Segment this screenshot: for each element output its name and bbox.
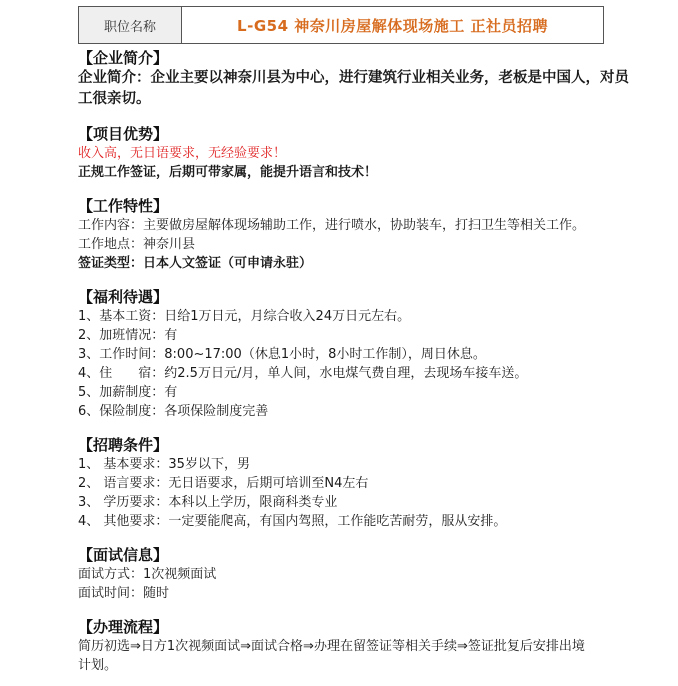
requirement-item: 2、 语言要求：无日语要求，后期可培训至N4左右 <box>78 476 369 491</box>
company-intro-text: 企业简介：企业主要以神奈川县为中心，进行建筑行业相关业务，老板是中国人，对员工很亲切。 <box>78 70 629 107</box>
section-title-requirements: 【招聘条件】 <box>78 436 169 454</box>
requirement-item: 1、 基本要求：35岁以下，男 <box>78 457 250 472</box>
process-steps-end: 计划。 <box>78 658 118 673</box>
welfare-item: 5、加薪制度：有 <box>78 385 178 400</box>
process-steps: 简历初选⇒日方1次视频面试⇒面试合格⇒办理在留签证等相关手续⇒签证批复后安排出境 <box>78 639 585 654</box>
welfare-item: 3、工作时间：8:00~17:00（休息1小时，8小时工作制），周日休息。 <box>78 347 486 362</box>
section-interview <box>78 545 638 603</box>
welfare-item: 1、基本工资：日给1万日元，月综合收入24万日元左右。 <box>78 309 411 324</box>
interview-item-method: 面试方式：1次视频面试 <box>78 567 217 582</box>
feature-item-visa: 签证类型：日本人文签证（可申请永驻） <box>78 256 313 271</box>
section-welfare <box>78 287 638 421</box>
welfare-item: 6、保险制度：各项保险制度完善 <box>78 404 269 419</box>
welfare-item: 4、住 宿：约2.5万日元/月，单人间，水电煤气费自理，去现场车接车送。 <box>78 366 528 381</box>
section-title-features: 【工作特性】 <box>78 197 169 215</box>
advantage-highlight: 收入高，无日语要求，无经验要求！ <box>78 146 287 161</box>
feature-item-location: 工作地点：神奈川县 <box>78 237 196 252</box>
section-title-advantage: 【项目优势】 <box>78 125 169 143</box>
job-title-table <box>78 6 604 44</box>
interview-item-time: 面试时间：随时 <box>78 586 170 601</box>
welfare-item: 2、加班情况：有 <box>78 328 178 343</box>
section-process <box>78 617 638 675</box>
section-requirements <box>78 435 638 531</box>
section-company <box>78 48 638 110</box>
section-features <box>78 196 638 273</box>
section-title-process: 【办理流程】 <box>78 618 169 636</box>
section-title-interview: 【面试信息】 <box>78 546 169 564</box>
section-title-welfare: 【福利待遇】 <box>78 288 169 306</box>
requirement-item: 3、 学历要求：本科以上学历，限商科类专业 <box>78 495 338 510</box>
section-advantage <box>78 124 638 182</box>
section-title-company: 【企业简介】 <box>78 49 169 67</box>
feature-item-content: 工作内容：主要做房屋解体现场辅助工作，进行喷水，协助装车，打扫卫生等相关工作。 <box>78 218 586 233</box>
requirement-item: 4、 其他要求：一定要能爬高，有国内驾照，工作能吃苦耐劳，服从安排。 <box>78 514 507 529</box>
job-title-label: 职位名称 <box>79 7 182 43</box>
job-title-value: L-G54 神奈川房屋解体现场施工 正社员招聘 <box>237 16 548 35</box>
job-posting-content <box>78 48 638 675</box>
advantage-visa: 正规工作签证，后期可带家属，能提升语言和技术！ <box>78 165 378 180</box>
